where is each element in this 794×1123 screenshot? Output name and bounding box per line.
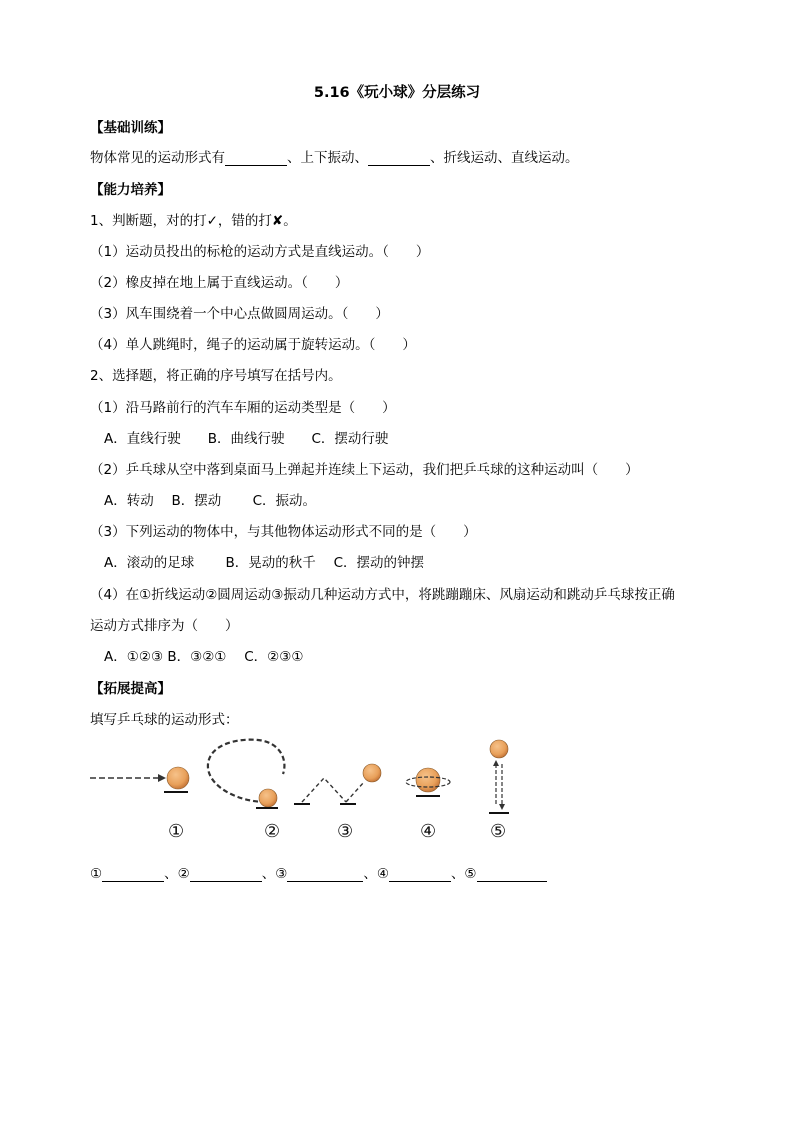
q2-item-3: （3）下列运动的物体中，与其他物体运动形式不同的是（ ） xyxy=(90,524,477,540)
q2-stem: 2、选择题，将正确的序号填写在括号内。 xyxy=(90,368,342,384)
answer-blank-6[interactable] xyxy=(389,866,451,882)
figure-label-3: ③ xyxy=(337,821,354,842)
ball-icon xyxy=(259,789,277,807)
q1-item-4: （4）单人跳绳时，绳子的运动属于旋转运动。（ ） xyxy=(90,337,416,353)
answer-blank-4[interactable] xyxy=(190,866,262,882)
basic-text-c: 、折线运动、直线运动。 xyxy=(430,150,579,166)
extend-prompt: 填写乒乓球的运动形式： xyxy=(90,712,239,728)
q1-stem: 1、判断题，对的打✓，错的打✘。 xyxy=(90,213,297,229)
ball-motion-figure xyxy=(88,736,528,848)
answer-prefix-4: 、④ xyxy=(363,866,389,882)
section-extend-heading: 【拓展提高】 xyxy=(90,681,171,697)
page-title: 5.16《玩小球》分层练习 xyxy=(313,85,481,101)
section-ability-heading: 【能力培养】 xyxy=(90,182,171,198)
motion-straight xyxy=(90,767,189,792)
figure-label-2: ② xyxy=(264,821,281,842)
ball-icon xyxy=(416,768,440,792)
answer-prefix-1: ① xyxy=(90,866,103,882)
q2-item-4-cont: 运动方式排序为（ ） xyxy=(90,618,239,634)
motion-vibrate xyxy=(489,740,509,813)
basic-question xyxy=(90,146,579,166)
basic-text-b: 、上下振动、 xyxy=(287,150,368,166)
ball-icon xyxy=(363,764,381,782)
answer-blank-7[interactable] xyxy=(477,866,547,882)
q2-item-4-options: A．①②③ B．③②① C．②③① xyxy=(104,649,304,665)
q2-item-1-options: A．直线行驶 B．曲线行驶 C．摆动行驶 xyxy=(104,431,389,447)
answer-prefix-2: 、② xyxy=(164,866,190,882)
motion-circular xyxy=(208,740,285,808)
figure-label-5: ⑤ xyxy=(490,821,507,842)
ball-icon xyxy=(490,740,508,758)
q1-item-3: （3）风车围绕着一个中心点做圆周运动。（ ） xyxy=(90,306,389,322)
extend-answer-row xyxy=(90,862,547,882)
figure-label-4: ④ xyxy=(420,821,437,842)
ball-icon xyxy=(167,767,189,789)
q2-item-2: （2）乒乓球从空中落到桌面马上弹起并连续上下运动，我们把乒乓球的这种运动叫（ ） xyxy=(90,462,639,478)
q2-item-4: （4）在①折线运动②圆周运动③振动几种运动方式中，将跳蹦蹦床、风扇运动和跳动乒乓球按正确 xyxy=(90,587,675,603)
section-basic-heading: 【基础训练】 xyxy=(90,120,171,136)
figure-label-1: ① xyxy=(168,821,185,842)
q1-item-2: （2）橡皮掉在地上属于直线运动。（ ） xyxy=(90,275,349,291)
answer-blank-1[interactable] xyxy=(225,150,287,166)
answer-blank-3[interactable] xyxy=(102,866,164,882)
motion-zigzag xyxy=(294,764,381,804)
answer-blank-5[interactable] xyxy=(287,866,363,882)
q2-item-1: （1）沿马路前行的汽车车厢的运动类型是（ ） xyxy=(90,400,396,416)
answer-prefix-5: 、⑤ xyxy=(450,866,477,882)
q1-item-1: （1）运动员投出的标枪的运动方式是直线运动。（ ） xyxy=(90,244,430,260)
motion-spin xyxy=(406,768,450,796)
answer-prefix-3: 、③ xyxy=(261,866,288,882)
basic-text-a: 物体常见的运动形式有 xyxy=(90,150,225,166)
answer-blank-2[interactable] xyxy=(368,150,430,166)
q2-item-2-options: A．转动 B．摆动 C．振动。 xyxy=(104,493,317,509)
q2-item-3-options: A．滚动的足球 B．晃动的秋千 C．摆动的钟摆 xyxy=(104,555,425,571)
